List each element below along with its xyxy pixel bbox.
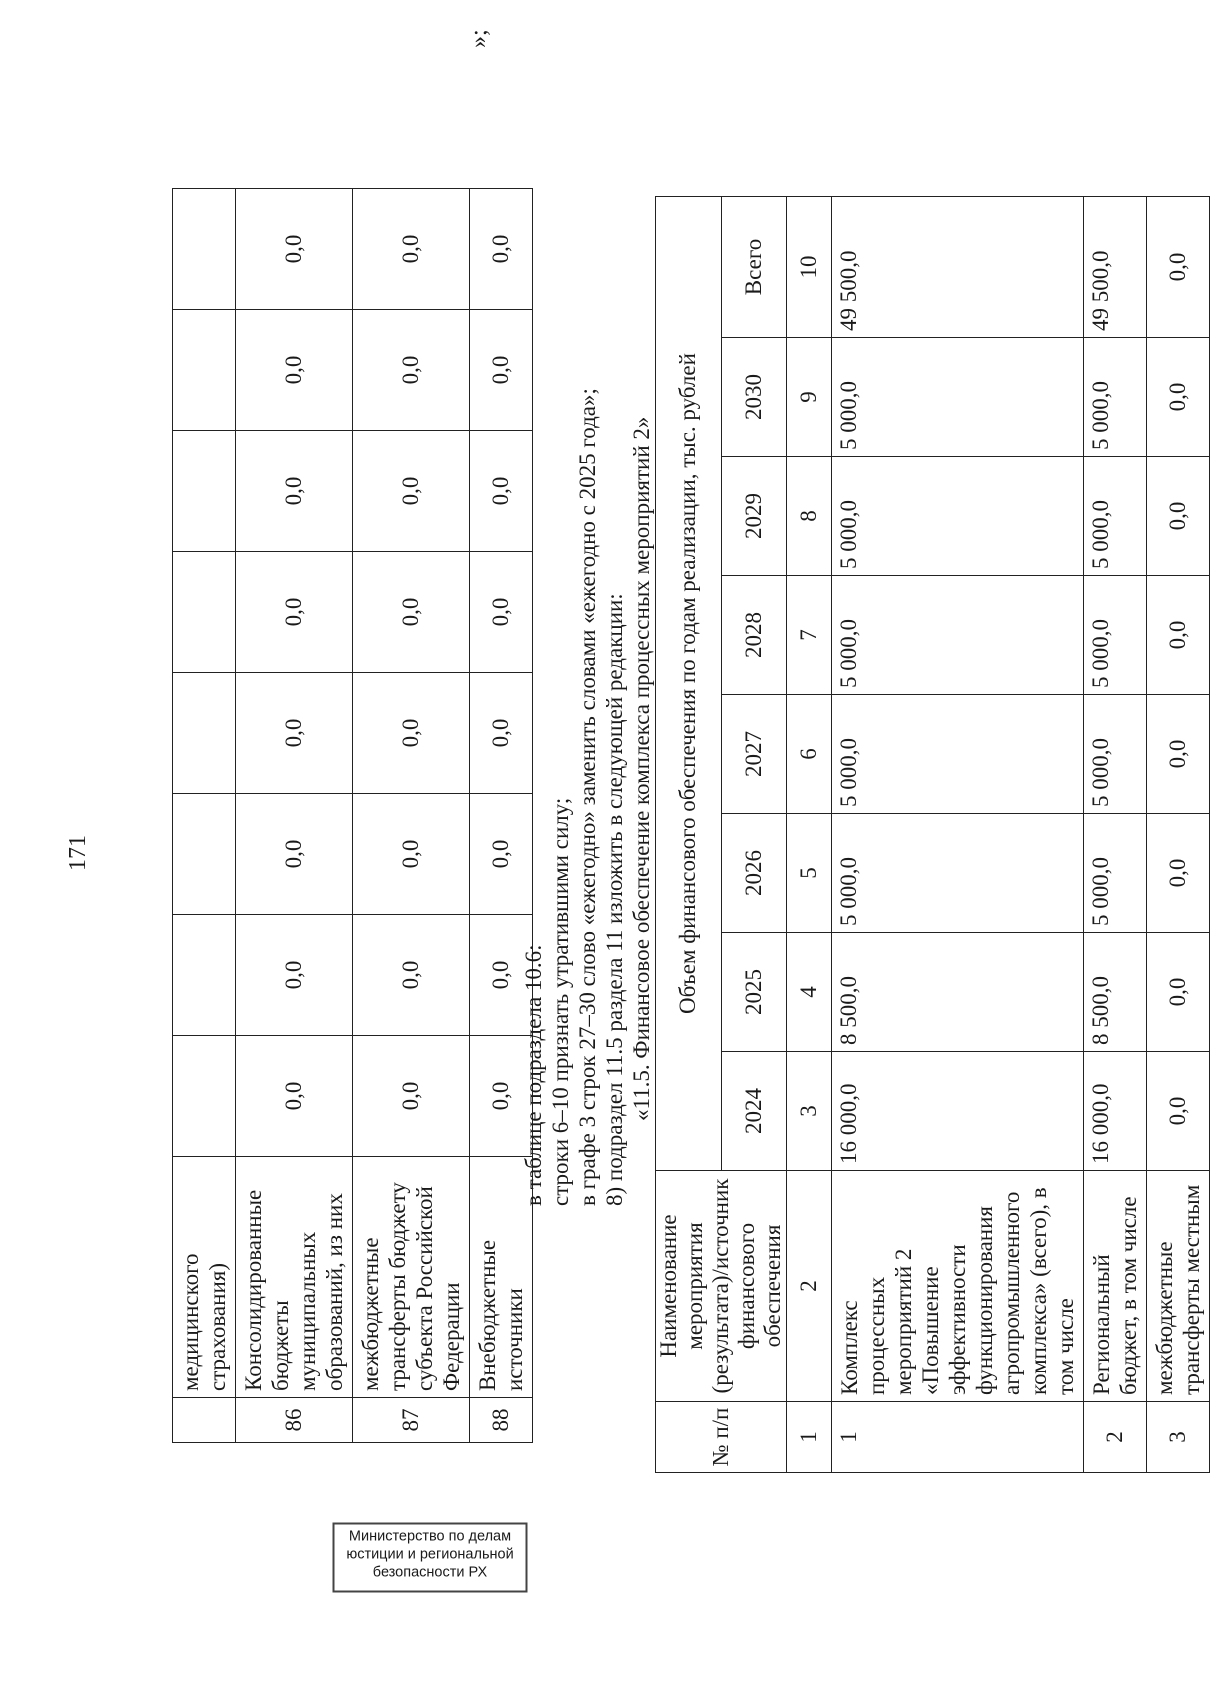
table-row <box>1147 197 1210 1473</box>
quote-end-mark: »; <box>466 29 492 48</box>
amendment-text <box>520 388 655 1206</box>
cell-value: 5 000,0 <box>832 457 1084 576</box>
row-name: Внебюджетные источники <box>470 1157 533 1398</box>
row-number: 1 <box>832 1402 1084 1473</box>
row-number <box>173 1398 236 1443</box>
cell-value: 0,0 <box>236 310 353 431</box>
cell-value: 0,0 <box>353 673 470 794</box>
section-heading: «11.5. Финансовое обеспечение комплекса процессных мероприятий 2» <box>629 416 654 1121</box>
header-year: 2024 <box>721 1052 787 1171</box>
header-year: 2030 <box>721 338 787 457</box>
table-main <box>655 196 1210 1473</box>
header-num: № п/п <box>656 1402 787 1473</box>
cell-value <box>173 794 236 915</box>
header-name: Наименование мероприятия (результата)/источник финансового обеспечения <box>656 1171 787 1402</box>
column-index: 2 <box>787 1171 832 1402</box>
cell-value: 0,0 <box>1147 695 1210 814</box>
cell-value: 0,0 <box>470 1036 533 1157</box>
column-index: 5 <box>787 814 832 933</box>
cell-value: 5 000,0 <box>1084 576 1147 695</box>
cell-value: 8 500,0 <box>1084 933 1147 1052</box>
header-year: 2025 <box>721 933 787 1052</box>
cell-value: 0,0 <box>470 915 533 1036</box>
cell-value: 0,0 <box>236 189 353 310</box>
column-index: 7 <box>787 576 832 695</box>
cell-value <box>173 552 236 673</box>
cell-value: 0,0 <box>1147 457 1210 576</box>
cell-value <box>173 310 236 431</box>
index-row <box>787 197 832 1473</box>
cell-value: 0,0 <box>1147 576 1210 695</box>
table-row <box>236 189 353 1443</box>
cell-value: 0,0 <box>236 794 353 915</box>
row-name: Комплекс процессных мероприятий 2 «Повышение эффективности функционирования агропромышленного комплекса» (всего), в том числе <box>832 1171 1084 1402</box>
table-row <box>173 189 236 1443</box>
header-year: 2026 <box>721 814 787 933</box>
row-number: 87 <box>353 1398 470 1443</box>
table-row <box>353 189 470 1443</box>
header-row <box>656 197 722 1473</box>
cell-value: 5 000,0 <box>1084 695 1147 814</box>
text-line: строки 6–10 признать утратившими силу; <box>548 797 573 1206</box>
cell-value <box>173 1036 236 1157</box>
ministry-stamp <box>333 1523 528 1593</box>
cell-value: 0,0 <box>1147 1052 1210 1171</box>
table-row <box>1084 197 1147 1473</box>
row-number: 86 <box>236 1398 353 1443</box>
cell-value: 5 000,0 <box>1084 457 1147 576</box>
cell-value <box>173 915 236 1036</box>
cell-value: 0,0 <box>353 552 470 673</box>
cell-value: 0,0 <box>353 915 470 1036</box>
cell-value: 0,0 <box>470 189 533 310</box>
cell-value: 0,0 <box>236 915 353 1036</box>
cell-value: 0,0 <box>236 673 353 794</box>
cell-value: 5 000,0 <box>1084 338 1147 457</box>
row-name: медицинского страхования) <box>173 1157 236 1398</box>
cell-value: 0,0 <box>1147 197 1210 338</box>
cell-value: 5 000,0 <box>832 695 1084 814</box>
cell-value: 49 500,0 <box>832 197 1084 338</box>
cell-value <box>173 189 236 310</box>
stamp-line: безопасности РХ <box>372 1564 488 1581</box>
cell-value: 0,0 <box>1147 338 1210 457</box>
column-index: 10 <box>787 197 832 338</box>
text-line: в графе 3 строк 27–30 слово «ежегодно» заменить словами «ежегодно с 2025 года»; <box>575 388 600 1206</box>
cell-value: 5 000,0 <box>832 576 1084 695</box>
cell-value: 5 000,0 <box>1084 814 1147 933</box>
cell-value: 0,0 <box>353 1036 470 1157</box>
cell-value: 16 000,0 <box>1084 1052 1147 1171</box>
table-top <box>172 188 533 1443</box>
cell-value: 5 000,0 <box>832 814 1084 933</box>
row-name: межбюджетные трансферты бюджету субъекта Российской Федерации <box>353 1157 470 1398</box>
column-index: 1 <box>787 1402 832 1473</box>
row-name: Консолидированные бюджеты муниципальных образований, из них <box>236 1157 353 1398</box>
header-year: 2027 <box>721 695 787 814</box>
cell-value: 0,0 <box>353 794 470 915</box>
cell-value: 0,0 <box>353 189 470 310</box>
header-year: 2028 <box>721 576 787 695</box>
header-year: 2029 <box>721 457 787 576</box>
cell-value: 0,0 <box>353 431 470 552</box>
cell-value: 0,0 <box>470 310 533 431</box>
page-number: 171 <box>65 835 91 871</box>
column-index: 9 <box>787 338 832 457</box>
header-total: Всего <box>721 197 787 338</box>
cell-value: 16 000,0 <box>832 1052 1084 1171</box>
column-index: 8 <box>787 457 832 576</box>
text-line: в таблице подраздела 10.6: <box>521 944 546 1206</box>
cell-value <box>173 431 236 552</box>
header-group: Объем финансового обеспечения по годам реализации, тыс. рублей <box>656 197 722 1171</box>
column-index: 3 <box>787 1052 832 1171</box>
table-row <box>832 197 1084 1473</box>
row-name: межбюджетные трансферты местным <box>1147 1171 1210 1402</box>
cell-value: 0,0 <box>470 431 533 552</box>
cell-value: 0,0 <box>353 310 470 431</box>
row-name: Региональный бюджет, в том числе <box>1084 1171 1147 1402</box>
cell-value: 5 000,0 <box>832 338 1084 457</box>
cell-value: 0,0 <box>1147 814 1210 933</box>
column-index: 6 <box>787 695 832 814</box>
cell-value: 0,0 <box>236 552 353 673</box>
cell-value: 0,0 <box>470 552 533 673</box>
cell-value: 0,0 <box>1147 933 1210 1052</box>
column-index: 4 <box>787 933 832 1052</box>
text-line: 8) подраздел 11.5 раздела 11 изложить в следующей редакции: <box>602 593 627 1206</box>
row-number: 88 <box>470 1398 533 1443</box>
row-number: 2 <box>1084 1402 1147 1473</box>
stamp-line: Министерство по делам <box>348 1528 512 1545</box>
row-number: 3 <box>1147 1402 1210 1473</box>
cell-value: 8 500,0 <box>832 933 1084 1052</box>
stamp-line: юстиции и региональной <box>346 1546 514 1563</box>
cell-value: 0,0 <box>470 673 533 794</box>
cell-value <box>173 673 236 794</box>
cell-value: 49 500,0 <box>1084 197 1147 338</box>
cell-value: 0,0 <box>470 794 533 915</box>
cell-value: 0,0 <box>236 1036 353 1157</box>
cell-value: 0,0 <box>236 431 353 552</box>
